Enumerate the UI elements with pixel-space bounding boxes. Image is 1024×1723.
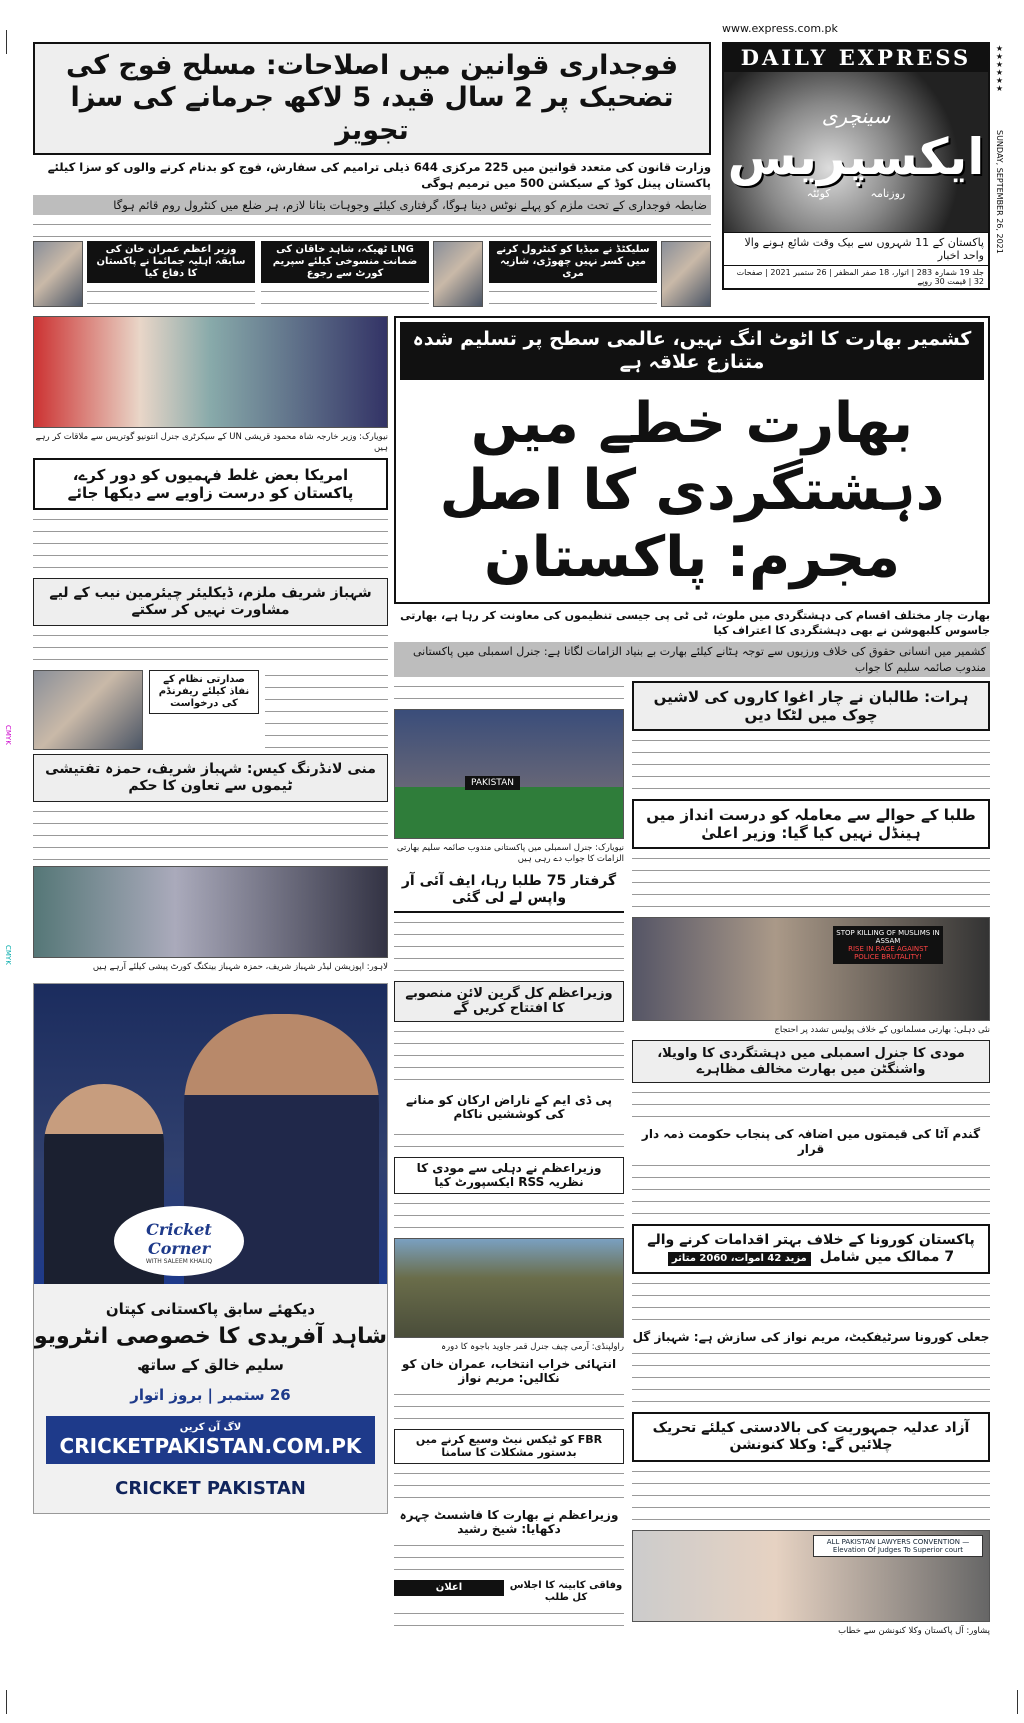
left-story3-headline[interactable]: منی لانڈرنگ کیس: شہباز شریف، حمزہ تفتیشی ٹیموں سے تعاون کا حکم [33,754,388,802]
mid-photo [394,1238,624,1338]
lawyers-banner: ALL PAKISTAN LAWYERS CONVENTION — Elevation Of Judges To Superior court [813,1535,983,1557]
ad-cricket-pakistan-logo: CRICKET PAKISTAN [115,1478,306,1500]
ad-logo-badge: Cricket Corner WITH SALEEM KHALIQ [114,1206,244,1276]
brief-item[interactable]: وزیر اعظم عمران خان کی سابقہ اہلیہ جمائما نے پاکستان کا دفاع کیا [33,241,255,310]
ad-cta-button[interactable]: لاگ آن کریں CRICKETPAKISTAN.COM.PK [46,1416,375,1464]
left-story4-headline[interactable]: صدارتی نظام کے نفاذ کیلئے ریفرنڈم کی درخواست [149,670,259,714]
ad-date: 26 ستمبر | بروز اتوار [130,1386,291,1405]
notice-label: اعلان [394,1580,504,1596]
main-photo-caption: نیویارک: جنرل اسمبلی میں پاکستانی مندوب صائمہ سلیم بھارتی الزامات کا جواب دے رہی ہیں [396,843,624,865]
left-photo2 [33,866,388,958]
right-story5[interactable]: پاکستان کورونا کے خلاف بہتر اقدامات کرنے والے 7 ممالک میں شامل مزید 42 اموات، 2060 متاثر [632,1224,990,1274]
ad-line2: شاہد آفریدی کا خصوصی انٹرویو [34,1323,387,1349]
brief-photo [433,241,483,307]
right-photo [632,917,990,1021]
right-story7[interactable]: آزاد عدلیہ جمہوریت کی بالادستی کیلئے تحریک چلائیں گے: وکلا کنونشن [632,1412,990,1462]
top-sub2: ضابطہ فوجداری کے تحت ملزم کو پہلے نوٹس دینا ہوگا، گرفتاری کیلئے وجوہات بتانا لازم، ہر ضلع میں کنٹرول روم قائم ہوگا [33,195,711,215]
date-vertical: SUNDAY, SEPTEMBER 26, 2021 [995,130,1004,254]
main-headline[interactable]: بھارت خطے میں دہشتگردی کا اصل مجرم: پاکستان [439,391,945,591]
cmyk-mark: CMYK [4,725,12,745]
ad-line1: دیکھئے سابق پاکستانی کپتان [105,1299,316,1318]
mid-story8[interactable]: وفاقی کابینہ کا اجلاس کل طلب [509,1580,623,1604]
right-photo-caption: نئی دہلی: بھارتی مسلمانوں کے خلاف پولیس تشدد پر احتجاج [774,1025,990,1036]
main-story-box [394,316,990,603]
right-story1[interactable]: ہرات: طالبان نے چار اغوا کاروں کی لاشیں چوک میں لٹکا دیں [632,681,990,731]
top-sub1: وزارت قانون کی متعدد قوانین میں 225 مرکزی 644 ذیلی ترامیم کی سفارش، فوج کو بدنام کرنے والوں کو سزا کیلئے پاکستان پینل کوڈ کے سیکشن 500 میں ترمیم ہوگی [47,160,711,191]
mid-story1[interactable]: گرفتار 75 طلبا رہا، ایف آئی آر واپس لے لی گئی [394,869,624,913]
masthead [722,42,990,290]
mid-story3[interactable]: پی ڈی ایم کے ناراض ارکان کو منانے کی کوششیں ناکام [405,1092,613,1122]
page [33,22,990,1637]
brief-item[interactable]: سلیکٹڈ نے میڈیا کو کنٹرول کرنے میں کسر نہیں چھوڑی، شازیہ مری [489,241,711,310]
mid-story6[interactable]: FBR کو ٹیکس نیٹ وسیع کرنے میں بدستور مشکلات کا سامنا [394,1429,624,1463]
brief-photo [33,241,83,307]
protest-sign: STOP KILLING OF MUSLIMS IN ASSAM RISE IN RAGE AGAINST POLICE BRUTALITY! [833,926,943,964]
crop-mark [1017,1690,1018,1714]
ad-cricket-corner[interactable] [33,983,388,1514]
left-photo-small [33,670,143,750]
site-url[interactable]: www.express.com.pk [722,22,838,35]
brief-item[interactable]: LNG ٹھیکہ، شاہد خاقان کی ضمانت منسوخی کیلئے سپریم کورٹ سے رجوع [261,241,483,310]
right-story3[interactable]: مودی کا جنرل اسمبلی میں دہشتگردی کا واویلا، واشنگٹن میں بھارت مخالف مظاہرے [632,1040,990,1083]
right-area [394,316,990,1636]
stars-mark: ★★★★★★ [995,44,1004,92]
issue-line: جلد 19 شمارہ 283 | اتوار، 18 صفر المظفر | 26 ستمبر 2021 | صفحات 32 | قیمت 30 روپے [724,265,988,288]
mid-story7[interactable]: وزیراعظم نے بھارت کا فاشسٹ چہرہ دکھایا: شیخ رشید [399,1507,619,1537]
right-column [632,681,990,1637]
mid-story5[interactable]: انتہائی خراب انتخاب، عمران خان کو نکالیں: مریم نواز [401,1356,617,1385]
main-photo: PAKISTAN [394,709,624,839]
crop-mark [6,1690,7,1714]
main-kicker[interactable]: کشمیر بھارت کا اٹوٹ انگ نہیں، عالمی سطح پر تسلیم شدہ متنازع علاقہ ہے [400,322,984,380]
header-row [33,22,990,310]
mid-story4[interactable]: وزیراعظم نے دہلی سے مودی کا نظریہ RSS ایکسپورٹ کیا [394,1157,624,1194]
masthead-english: DAILY EXPRESS [724,44,988,72]
corona-tag: مزید 42 اموات، 2060 متاثر [668,1252,811,1266]
masthead-logo: سینچری ایکسپریس کوئٹہ روزنامہ [724,72,988,232]
ad-line3: سلیم خالق کے ساتھ [137,1356,284,1375]
main-sub1: بھارت چار مختلف اقسام کی دہشتگردی میں ملوث، ٹی ٹی پی جیسی تنظیموں کی معاونت کر رہا ہے، بھارتی جاسوس کلبھوشن نے بھی دہشتگردی کا اعتراف کیا [400,608,990,637]
right-story4[interactable]: گندم آٹا کی قیمتوں میں اضافہ کی پنجاب حکومت ذمہ دار قرار [641,1127,981,1156]
top-story [33,22,711,310]
brief-photo [661,241,711,307]
right-story6[interactable]: جعلی کورونا سرٹیفکیٹ، مریم نواز کی سازش ہے: شہباز گل [632,1329,990,1344]
top-headline-box [33,42,711,155]
top-headline[interactable]: فوجداری قوانین میں اصلاحات: مسلح فوج کی تضحیک پر 2 سال قید، 5 لاکھ جرمانے کی سزا تجویز [65,50,679,146]
left-story1-headline[interactable]: امریکا بعض غلط فہمیوں کو دور کرے، پاکستان کو درست زاویے سے دیکھا جائے [33,458,388,510]
masthead-tagline: پاکستان کے 11 شہروں سے بیک وقت شائع ہونے والا واحد اخبار [724,232,988,265]
right-photo2 [632,1530,990,1622]
body-row [33,316,990,1636]
left-photo2-caption: لاہور: اپوزیشن لیڈر شہباز شریف، حمزہ شہباز بینکنگ کورٹ پیشی کیلئے آرہے ہیں [92,961,388,972]
right-photo2-caption: پشاور: آل پاکستان وکلا کنونشن سے خطاب [838,1625,990,1636]
left-photo-caption: نیویارک: وزیر خارجہ شاہ محمود قریشی UN کے سیکرٹری جنرل انتونیو گوتریس سے ملاقات کر رہے ہیں [35,432,388,454]
left-story2-headline[interactable]: شہباز شریف ملزم، ڈیکلیئر چیئرمین نیب کے لیے مشاورت نہیں کر سکتے [33,578,388,626]
mid-column [394,681,624,1632]
crop-mark [6,30,7,54]
mid-photo-caption: راولپنڈی: آرمی چیف جنرل قمر جاوید باجوہ کا دورہ [441,1341,624,1352]
mid-story2[interactable]: وزیراعظم کل گرین لائن منصوبے کا افتتاح کریں گے [394,981,624,1022]
ad-photo [34,984,387,1284]
right-story2[interactable]: طلبا کے حوالے سے معاملہ کو درست انداز میں ہینڈل نہیں کیا گیا: وزیر اعلیٰ [632,799,990,849]
cmyk-mark: CMYK [4,945,12,965]
top-story-body [33,219,711,237]
masthead-column [722,22,990,290]
main-sub2: کشمیر میں انسانی حقوق کی خلاف ورزیوں سے توجہ ہٹانے کیلئے بھارت بے بنیاد الزامات لگاتا ہے: جنرل اسمبلی میں پاکستانی مندوب صائمہ سلیم کا جواب [394,642,990,677]
briefs-row [33,241,711,310]
left-column [33,316,388,1514]
left-photo [33,316,388,428]
